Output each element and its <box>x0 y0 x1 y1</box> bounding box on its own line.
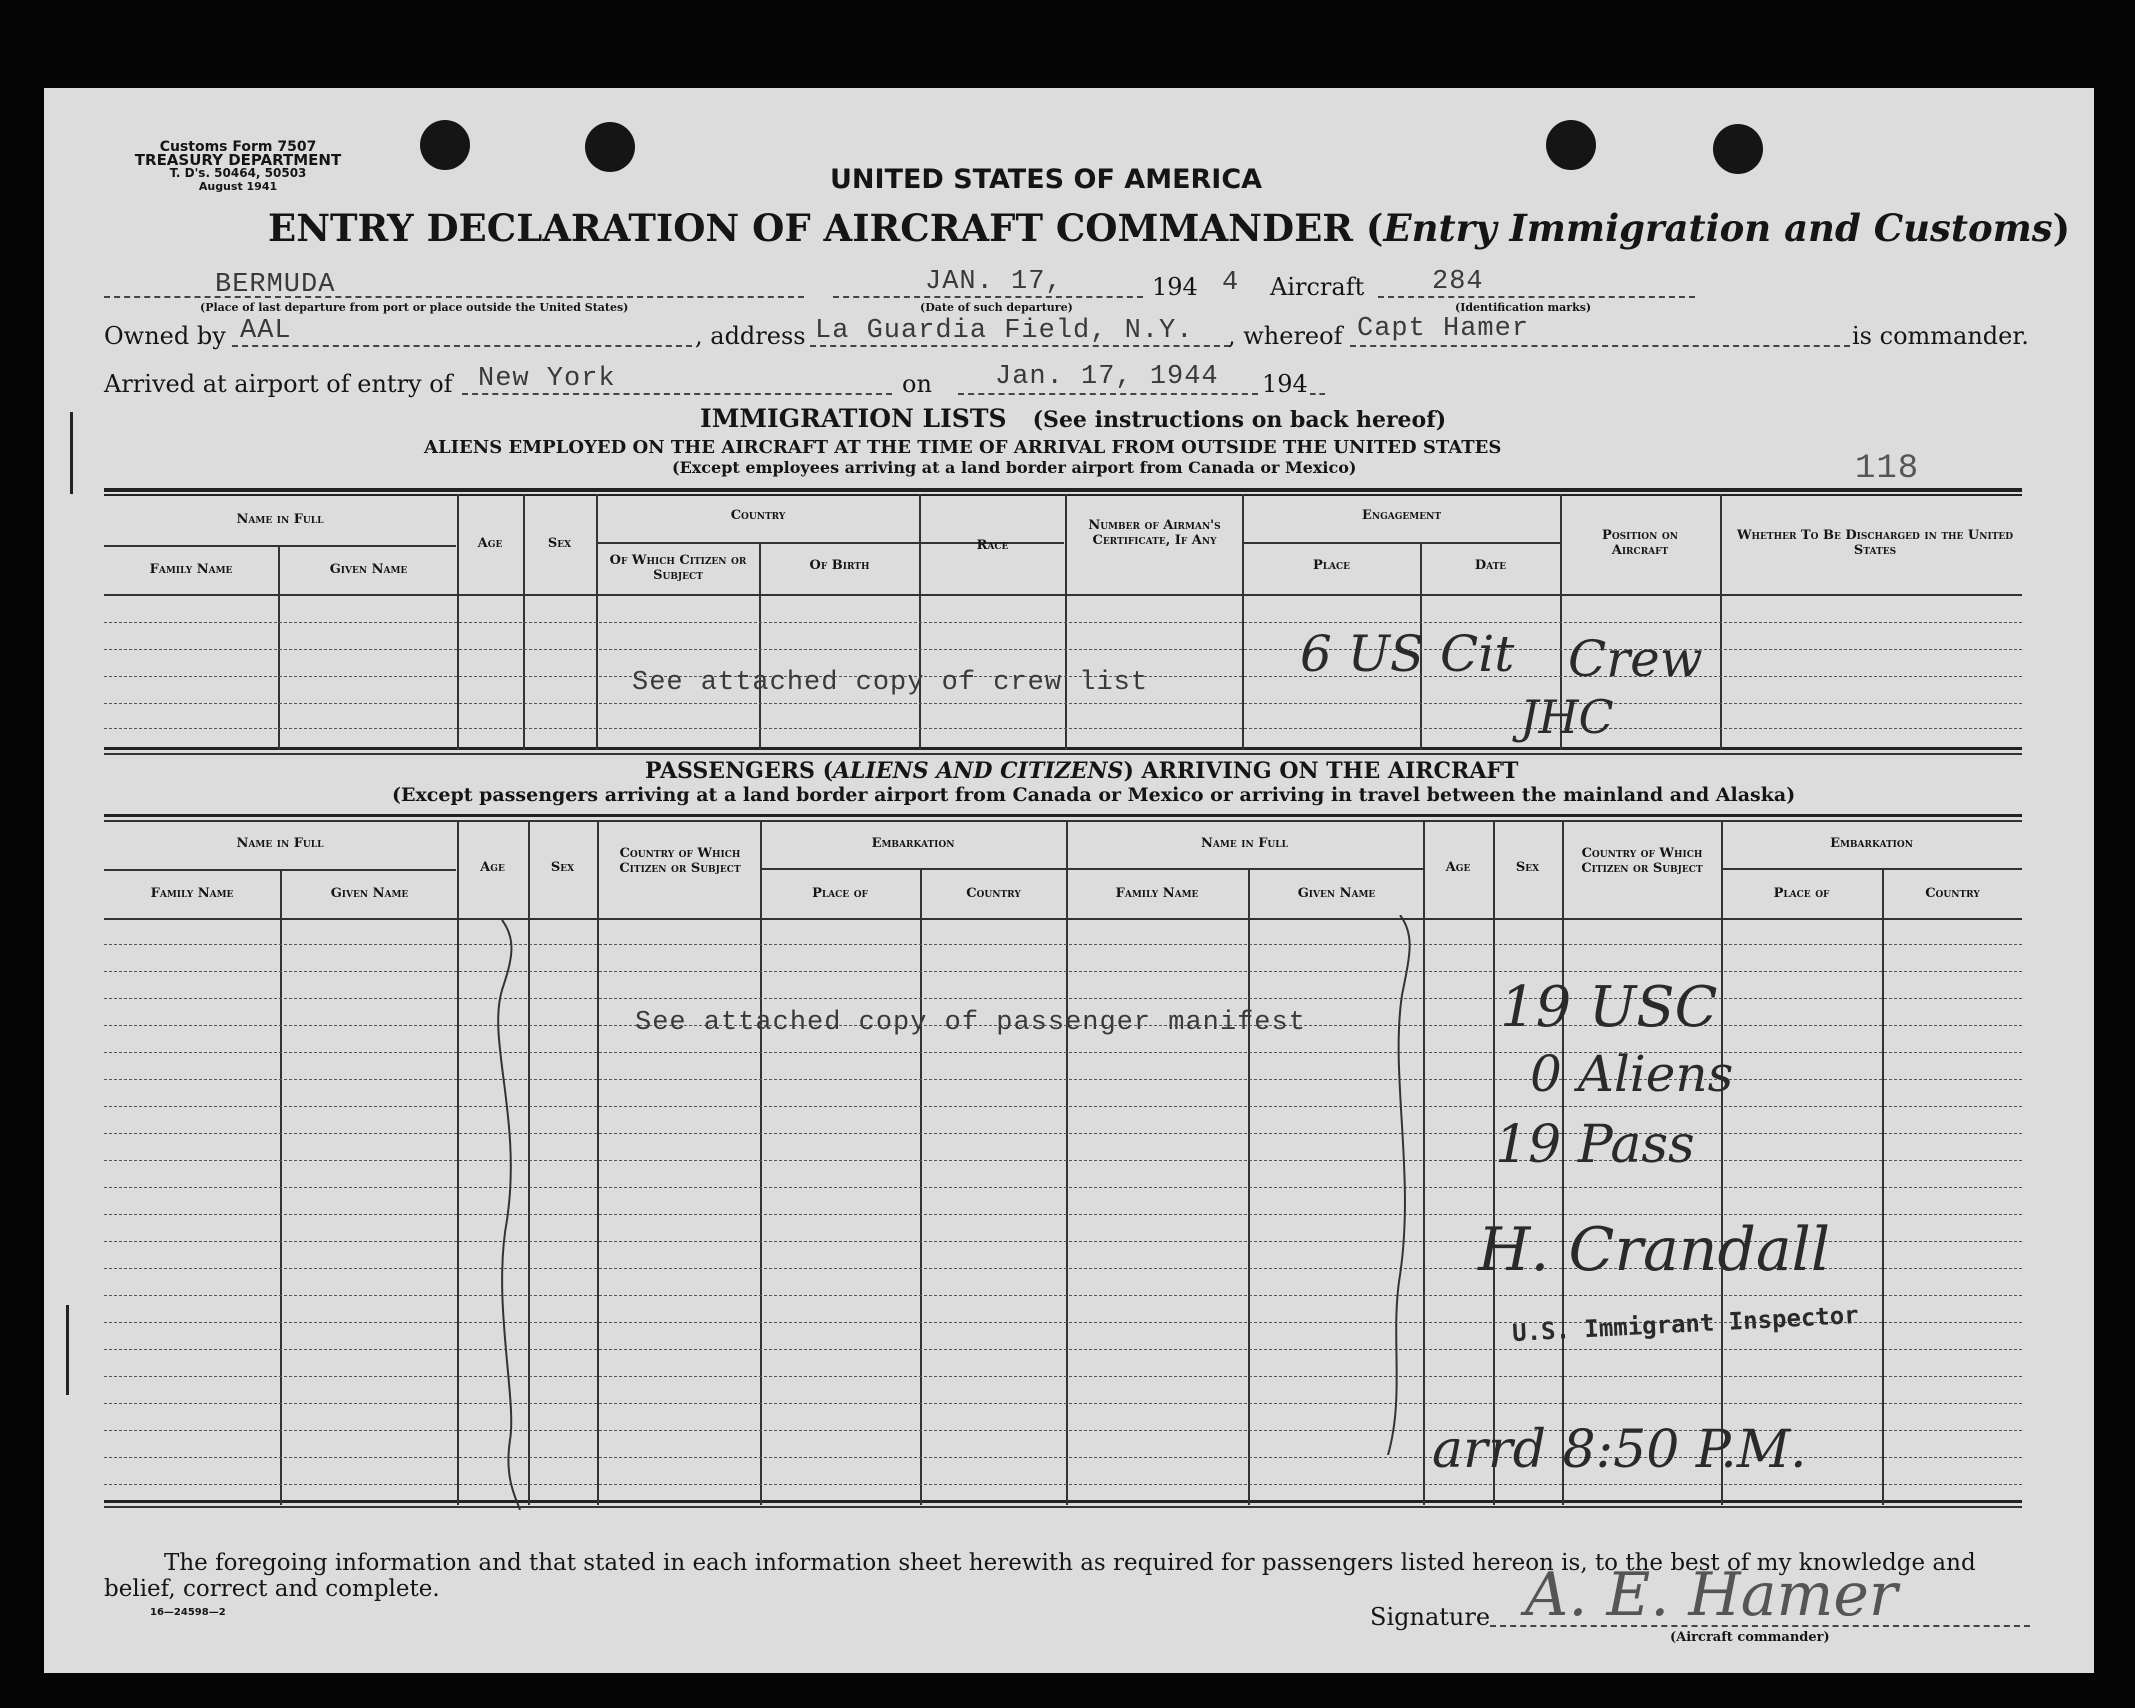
imm-header-country: Country <box>730 508 786 523</box>
row-rule <box>104 1133 2022 1134</box>
pax-header-country-2: Country <box>1925 886 1980 901</box>
row-rule <box>104 649 2022 650</box>
arrival-year-prefix: 194 <box>1262 370 1308 398</box>
immigration-table-top <box>104 488 2022 492</box>
punch-hole <box>420 120 470 170</box>
imm-header-race: Race <box>976 538 1009 553</box>
pax-header-place: Place of <box>812 886 868 901</box>
grid-line <box>104 594 2022 596</box>
immigration-subtitle-note: (Except employees arriving at a land border airport from Canada or Mexico) <box>672 458 1357 477</box>
grid-line <box>104 918 2022 920</box>
aircraft-id: 284 <box>1432 267 1484 297</box>
margin-mark <box>66 1305 69 1395</box>
pax-header-country: Country <box>966 886 1021 901</box>
departure-year-prefix: 194 <box>1152 273 1198 301</box>
immigration-title-note: (See instructions on back hereof) <box>1032 407 1447 433</box>
pax-header-embarkation-2: Embarkation <box>1830 836 1913 851</box>
commander-signature: A. E. Hamer <box>1525 1560 1898 1630</box>
imm-header-name: Name in Full <box>236 512 324 527</box>
immigration-title-main: IMMIGRATION LISTS <box>700 404 1007 433</box>
ditto-brace-right <box>1370 915 1430 1455</box>
print-code: 16—24598—2 <box>150 1607 226 1618</box>
declaration-line-2: belief, correct and complete. <box>104 1576 440 1602</box>
row-rule <box>104 971 2022 972</box>
grid-line <box>104 545 456 547</box>
row-rule <box>104 703 2022 704</box>
imm-header-family: Family Name <box>149 562 233 577</box>
grid-line <box>104 753 2022 755</box>
arrival-on-label: on <box>902 370 932 398</box>
pax-header-given: Given Name <box>330 886 409 901</box>
passenger-table-bottom <box>104 1500 2022 1503</box>
pax-header-sex-2: Sex <box>1515 860 1540 875</box>
departure-date: JAN. 17, <box>925 267 1063 297</box>
row-rule <box>104 1376 2022 1377</box>
passengers-subtitle: (Except passengers arriving at a land border airport from Canada or Mexico or arriving in travel between the mainland and Alaska) <box>392 784 1796 806</box>
handwritten-crew: Crew <box>1568 630 1703 688</box>
owner-address: La Guardia Field, N.Y. <box>815 316 1194 346</box>
pax-header-country-citizen: Country of Which Citizen or Subject <box>619 846 741 876</box>
pax-header-family: Family Name <box>150 886 234 901</box>
pax-header-family-2: Family Name <box>1115 886 1199 901</box>
margin-mark <box>70 412 73 494</box>
form-id-block <box>103 141 373 193</box>
punch-hole <box>1713 124 1763 174</box>
handwritten-inspector-name: H. Crandall <box>1478 1215 1831 1285</box>
departure-place: BERMUDA <box>215 270 336 300</box>
address-label: , address <box>695 322 806 350</box>
commander-suffix: is commander. <box>1852 322 2029 350</box>
punch-hole <box>1546 120 1596 170</box>
pax-header-name-2: Name in Full <box>1201 836 1288 851</box>
imm-header-certificate: Number of Airman's Certificate, If Any <box>1088 518 1221 548</box>
grid-line <box>1722 868 2022 870</box>
row-rule <box>104 1106 2022 1107</box>
pax-header-country-citizen-2: Country of Which Citizen or Subject <box>1581 846 1703 876</box>
row-rule <box>104 1079 2022 1080</box>
pax-header-given-2: Given Name <box>1297 886 1376 901</box>
immigration-title <box>700 404 1446 433</box>
imm-header-discharged: Whether To Be Discharged in the United States <box>1736 528 2014 558</box>
imm-header-place: Place <box>1312 558 1351 573</box>
immigration-table-top2 <box>104 494 2022 496</box>
passengers-title-prefix: PASSENGERS ( <box>645 758 833 784</box>
handwritten-pax-count: 19 USC <box>1500 975 1718 1040</box>
row-rule <box>104 1160 2022 1161</box>
row-rule <box>104 944 2022 945</box>
row-rule <box>104 998 2022 999</box>
punch-hole <box>585 122 635 172</box>
arrival-label: Arrived at airport of entry of <box>104 370 453 398</box>
imm-header-birth: Of Birth <box>809 558 870 573</box>
imm-header-position: Position on Aircraft <box>1602 528 1678 558</box>
grid-line <box>104 747 2022 750</box>
imm-header-date: Date <box>1474 558 1507 573</box>
passengers-title <box>645 758 1518 784</box>
handwritten-crew-count: 6 US Cit <box>1300 625 1515 683</box>
grid-line <box>1244 542 1560 544</box>
arrival-date-line <box>958 393 1258 395</box>
row-rule <box>104 1403 2022 1404</box>
pax-header-place-2: Place of <box>1773 886 1830 901</box>
row-rule <box>104 1349 2022 1350</box>
form-td-numbers: T. D's. 50464, 50503 <box>169 166 307 180</box>
pax-header-age: Age <box>480 860 505 875</box>
passengers-title-italic: ALIENS AND CITIZENS <box>832 758 1124 784</box>
departure-place-line <box>104 296 804 298</box>
handwritten-pass: 19 Pass <box>1495 1115 1695 1175</box>
inspector-stamp: U.S. Immigrant Inspector <box>1511 1300 1860 1348</box>
row-rule <box>104 1295 2022 1296</box>
form-title-main: ENTRY DECLARATION OF AIRCRAFT COMMANDER ( <box>268 206 1384 250</box>
grid-line <box>760 868 1066 870</box>
aircraft-id-line <box>1378 296 1695 298</box>
form-title <box>268 206 2070 250</box>
grid-line <box>1068 868 1423 870</box>
pax-header-age-2: Age <box>1445 860 1471 875</box>
commander-name: Capt Hamer <box>1357 314 1530 344</box>
row-rule <box>104 622 2022 623</box>
arrival-year-line <box>1310 393 1325 395</box>
departure-year-suffix: 4 <box>1222 268 1240 298</box>
aircraft-id-caption: (Identification marks) <box>1455 301 1592 314</box>
owner-line <box>232 345 692 347</box>
grid-line <box>759 542 761 750</box>
form-title-end: ) <box>2052 206 2071 250</box>
row-rule <box>104 728 2022 729</box>
ditto-brace-left <box>462 920 532 1510</box>
owner-value: AAL <box>240 316 292 346</box>
form-number: Customs Form 7507 <box>159 139 317 155</box>
passenger-manifest-note: See attached copy of passenger manifest <box>635 1008 1306 1038</box>
passenger-table-top <box>104 814 2022 817</box>
handwritten-initials: JHC <box>1520 690 1614 744</box>
pax-header-sex: Sex <box>550 860 575 875</box>
arrival-airport: New York <box>478 364 616 394</box>
country-heading: UNITED STATES OF AMERICA <box>830 164 1263 195</box>
page-number: 118 <box>1855 450 1920 488</box>
signature-label: Signature <box>1370 1603 1491 1631</box>
handwritten-arrival-time: arrd 8:50 P.M. <box>1432 1420 1807 1480</box>
signature-caption: (Aircraft commander) <box>1670 1630 1830 1645</box>
passengers-title-suffix: ) ARRIVING ON THE AIRCRAFT <box>1123 758 1519 784</box>
form-department: TREASURY DEPARTMENT <box>134 151 342 169</box>
whereof-label: , whereof <box>1228 322 1343 350</box>
row-rule <box>104 1484 2022 1485</box>
form-date: August 1941 <box>198 180 278 193</box>
imm-header-age: Age <box>477 536 503 551</box>
grid-line <box>104 1506 2022 1508</box>
form-title-italic: Entry Immigration and Customs <box>1383 206 2053 250</box>
imm-header-given: Given Name <box>329 562 408 577</box>
immigration-subtitle: ALIENS EMPLOYED ON THE AIRCRAFT AT THE TIME OF ARRIVAL FROM OUTSIDE THE UNITED STATES <box>424 437 1502 458</box>
imm-header-citizen: Of Which Citizen or Subject <box>609 553 747 583</box>
commander-line <box>1350 345 1850 347</box>
owner-label: Owned by <box>104 322 226 350</box>
pax-header-embarkation: Embarkation <box>871 836 955 851</box>
aircraft-label: Aircraft <box>1270 273 1365 301</box>
imm-header-engagement: Engagement <box>1361 508 1442 523</box>
crew-list-note: See attached copy of crew list <box>632 668 1149 698</box>
imm-header-sex: Sex <box>547 536 572 551</box>
declaration-line-1: The foregoing information and that stated in each information sheet herewith as required for passengers listed hereon is, to the best of my knowledge and <box>164 1550 1976 1576</box>
grid-line <box>104 820 2022 822</box>
departure-date-caption: (Date of such departure) <box>920 301 1073 314</box>
row-rule <box>104 1052 2022 1053</box>
row-rule <box>104 1187 2022 1188</box>
handwritten-aliens: 0 Aliens <box>1530 1045 1734 1103</box>
pax-header-name: Name in Full <box>236 836 324 851</box>
departure-place-caption: (Place of last departure from port or place outside the United States) <box>200 301 629 314</box>
arrival-date: Jan. 17, 1944 <box>995 362 1219 392</box>
